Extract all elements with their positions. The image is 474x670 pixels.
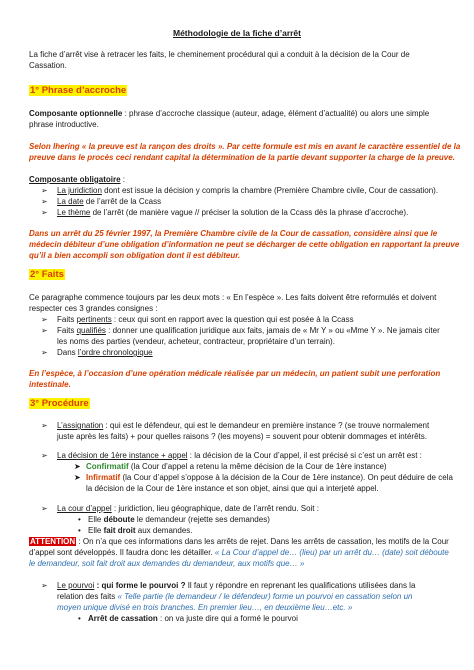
example-line: médecin débiteur d’une obligation d’information ne peut se décharger de cette obligation en rapportant la preuve <box>29 240 460 249</box>
attention-line: ATTENTION : On n’a que ces informations dans les arrêts de rejet. Dans les arrêts de cassation, les motifs de la Cour <box>30 537 449 546</box>
bullet-icon: • <box>78 614 81 623</box>
example-line: intestinale. <box>29 380 71 389</box>
list-item: Faits pertinents : ceux qui sont en rapport avec la question qui est posée à la Ccass <box>57 315 354 324</box>
arrow-bullet-icon: ➢ <box>41 451 48 460</box>
list-item: Le pourvoi : qui forme le pourvoi ? Il faut y répondre en reprenant les qualifications utilisées dans la <box>57 581 416 590</box>
sub-item: Arrêt de cassation : on va juste dire qui a formé le pourvoi <box>88 614 298 623</box>
list-item: La décision de 1ère instance + appel : la décision de la Cour d’appel, il est précisé si c’est un arrêt est : <box>57 451 422 460</box>
sub-item-continuation: la décision de la Cour de 1ère instance et son objet, ainsi que qui a interjeté appel. <box>86 484 379 493</box>
arrow-bullet-icon: ➢ <box>41 186 48 195</box>
quote-line: Selon Ihering « la preuve est la rançon des droits ». Par cette formule est mis en avant le caractère essentiel de la <box>29 142 461 151</box>
quote-line: preuve dans le procès ceci rendant capital la détermination de la partie devant supporter la charge de la preuve. <box>29 153 455 162</box>
attention-line: d’appel sont développés. Il faudra donc les détailler. « La Cour d’appel de… (lieu) par un arrêt du… (date) soit déboute <box>29 548 449 557</box>
example-line: Dans un arrêt du 25 février 1997, la Première Chambre civile de la Cour de cassation, considère ainsi que le <box>29 229 438 238</box>
bullet-icon: • <box>78 515 81 524</box>
attention-badge: ATTENTION <box>30 537 76 546</box>
list-item: La juridiction dont est issue la décision y compris la chambre (Première Chambre civile, Cour de cassation). <box>57 186 439 195</box>
list-item: Faits qualifiés : donner une qualification juridique aux faits, jamais de « Mr Y » ou «Mme Y ». Ne jamais citer <box>57 326 440 335</box>
paragraph-line: respecter ces 3 grandes consignes : <box>29 304 158 313</box>
bullet-icon: • <box>78 526 81 535</box>
list-item: Le thème de l’arrêt (de manière vague // préciser la solution de la Ccass dès la phrase d’accroche). <box>57 208 409 217</box>
sub-item: Elle fait droit aux demandes. <box>88 526 193 535</box>
attention-line: le demandeur, soit fait droit aux demandes du demandeur, aux motifs que… » <box>29 559 305 568</box>
arrow-bullet-icon: ➢ <box>41 581 48 590</box>
example-line: En l’espèce, à l’occasion d’une opération médicale réalisée par un médecin, un patient subit une perforation <box>29 369 441 378</box>
list-item: L’assignation : qui est le défendeur, qui est le demandeur en première instance ? (se trouve normalement <box>57 421 430 430</box>
list-item-continuation: relation des faits « Telle partie (le demandeur / le défendeur) forme un pourvoi en cassation selon un <box>57 592 413 601</box>
example-line: qu’il a bien accompli son obligation dont il est débiteur. <box>29 251 241 260</box>
optional-component-line <box>29 109 429 119</box>
arrow-bullet-icon: ➢ <box>41 348 48 357</box>
list-item-continuation: moyen unique divisé en trois branches. En premier lieu…, en deuxième lieu…etc. » <box>57 603 353 612</box>
section-heading-1: 1° Phrase d’accroche <box>30 85 127 96</box>
sub-item: Elle déboute le demandeur (rejette ses demandes) <box>88 515 270 524</box>
list-item: Dans l’ordre chronologique <box>57 348 153 357</box>
optional-component-line: phrase introductive. <box>29 120 99 129</box>
arrow-bullet-icon: ➢ <box>41 315 48 324</box>
arrow-bullet-icon: ➢ <box>41 197 48 206</box>
paragraph-line: Ce paragraphe commence toujours par les deux mots : « En l’espèce ». Les faits doivent être reformulés et doivent <box>29 293 437 302</box>
arrow-bullet-icon: ➢ <box>41 326 48 335</box>
small-arrow-icon: ➤ <box>74 473 81 482</box>
list-item-continuation: juste après les faits) + pour quelles raisons ? (les moyens) = souvent pour obtenir dommages et intérêts. <box>57 432 427 441</box>
list-item: La cour d’appel : juridiction, lieu géographique, date de l’arrêt rendu. Soit : <box>57 504 319 513</box>
optional-text: : phrase d’accroche classique (auteur, adage, élément d’actualité) ou alors une simple <box>122 109 430 118</box>
intro-line: La fiche d’arrêt vise à retracer les faits, le cheminement procédural qui a conduit à la décision de la Cour de <box>29 50 410 59</box>
section-heading-2: 2° Faits <box>30 269 64 280</box>
arrow-bullet-icon: ➢ <box>41 504 48 513</box>
small-arrow-icon: ➤ <box>74 462 81 471</box>
list-item-continuation: les noms des parties (vendeur, acheteur, contracteur, propriétaire d’un terrain). <box>57 337 335 346</box>
sub-item-confirmatif: Confirmatif (la Cour d’appel a retenu la même décision de la Cour de 1ère instance) <box>86 462 387 471</box>
sub-item-infirmatif: Infirmatif (la Cour d’appel s’oppose à la décision de la Cour de 1ère instance). On peut déduire de cela <box>86 473 453 482</box>
page-title: Méthodologie de la fiche d’arrêt <box>173 28 301 38</box>
list-item: La date de l’arrêt de la Ccass <box>57 197 162 206</box>
mandatory-component-label: Composante obligatoire : <box>29 175 126 184</box>
arrow-bullet-icon: ➢ <box>41 208 48 217</box>
section-heading-3: 3° Procédure <box>30 398 89 409</box>
arrow-bullet-icon: ➢ <box>41 421 48 430</box>
optional-label: Composante optionnelle <box>29 109 123 118</box>
intro-line: Cassation. <box>29 61 67 70</box>
